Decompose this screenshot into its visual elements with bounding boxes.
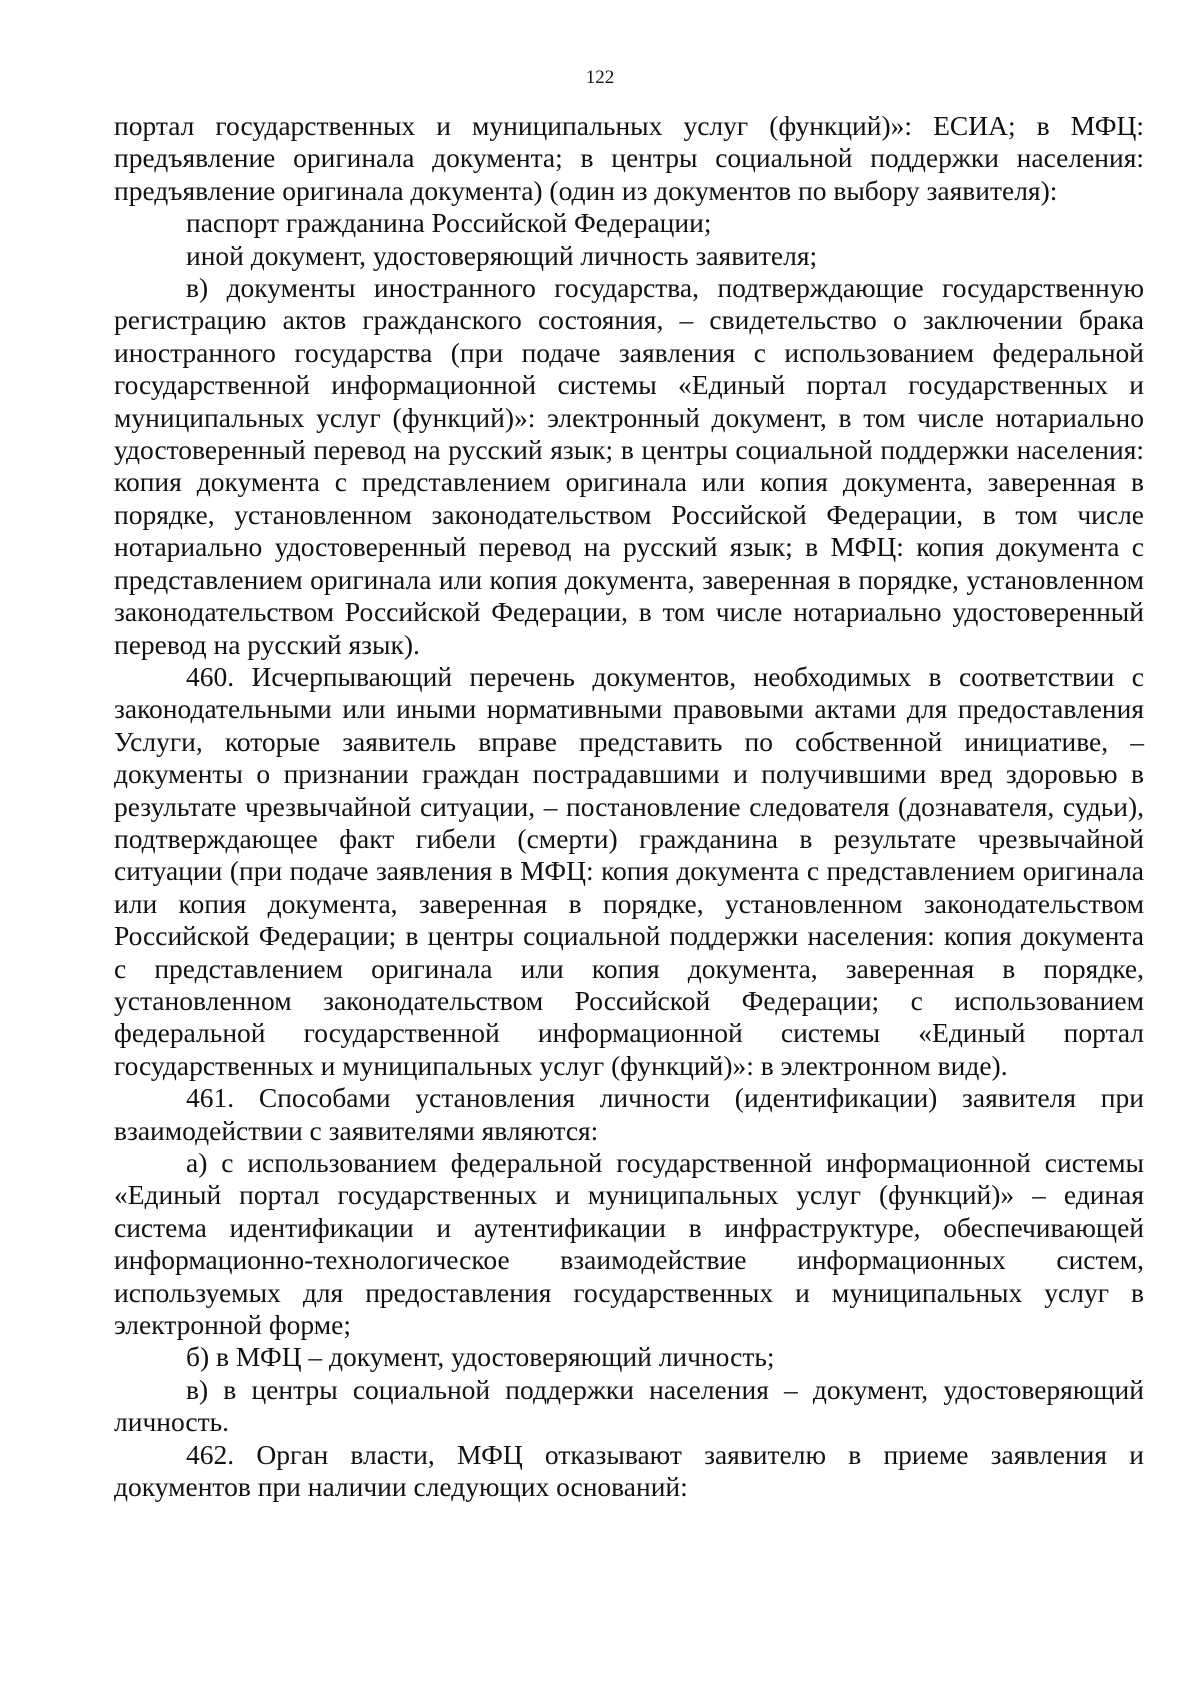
paragraph-461-a: а) с использованием федеральной государственной информационной системы «Единый портал государственных и муниципальных услуг (функций)» – единая система идентификации и аутентификации в инфраструктуре, обеспечивающей информационно-технологическое взаимодействие информационных систем, используемых для предоставления государственных и муниципальных услуг в электронной форме; (114, 1147, 1144, 1341)
paragraph-461-v: в) в центры социальной поддержки населения – документ, удостоверяющий личность. (114, 1373, 1144, 1438)
paragraph-461-b: б) в МФЦ – документ, удостоверяющий личность; (186, 1341, 775, 1373)
paragraph-foreign-documents: в) документы иностранного государства, подтверждающие государственную регистрацию актов гражданского состояния, – свидетельство о заключении брака иностранного государства (при подаче заявления с использованием федеральной государственной информационной системы «Единый портал государственных и муниципальных услуг (функций)»: электронный документ, в том числе нотариально удостоверенный перевод на русский язык; в центры социальной поддержки населения: копия документа с представлением оригинала или копия документа, заверенная в порядке, установленном законодательством Российской Федерации, в том числе нотариально удостоверенный перевод на русский язык; в МФЦ: копия документа с представлением оригинала или копия документа, заверенная в порядке, установленном законодательством Российской Федерации, в том числе нотариально удостоверенный перевод на русский язык). (114, 272, 1144, 660)
paragraph-continuation: портал государственных и муниципальных услуг (функций)»: ЕСИА; в МФЦ: предъявление оригинала документа; в центры социальной поддержки населения: предъявление оригинала документа) (один из документов по выбору заявителя): (114, 110, 1144, 206)
paragraph-461: 461. Способами установления личности (идентификации) заявителя при взаимодействии с заявителями являются: (114, 1082, 1144, 1146)
document-body (114, 110, 1144, 1503)
paragraph-460: 460. Исчерпывающий перечень документов, необходимых в соответствии с законодательными или иными нормативными правовыми актами для предоставления Услуги, которые заявитель вправе представить по собственной инициативе, – документы о признании граждан пострадавшими и получившими вред здоровью в результате чрезвычайной ситуации, – постановление следователя (дознавателя, судьи), подтверждающее факт гибели (смерти) гражданина в результате чрезвычайной ситуации (при подаче заявления в МФЦ: копия документа с представлением оригинала или копия документа, заверенная в порядке, установленном законодательством Российской Федерации; в центры социальной поддержки населения: копия документа с представлением оригинала или копия документа, заверенная в порядке, установленном законодательством Российской Федерации; с использованием федеральной государственной информационной системы «Единый портал государственных и муниципальных услуг (функций)»: в электронном виде). (114, 660, 1144, 1081)
paragraph-other-id: иной документ, удостоверяющий личность заявителя; (186, 239, 818, 271)
paragraph-462: 462. Орган власти, МФЦ отказывают заявителю в приеме заявления и документов при наличии следующих оснований: (114, 1438, 1144, 1503)
paragraph-passport: паспорт гражданина Российской Федерации; (186, 207, 712, 239)
page-number: 122 (585, 67, 615, 88)
